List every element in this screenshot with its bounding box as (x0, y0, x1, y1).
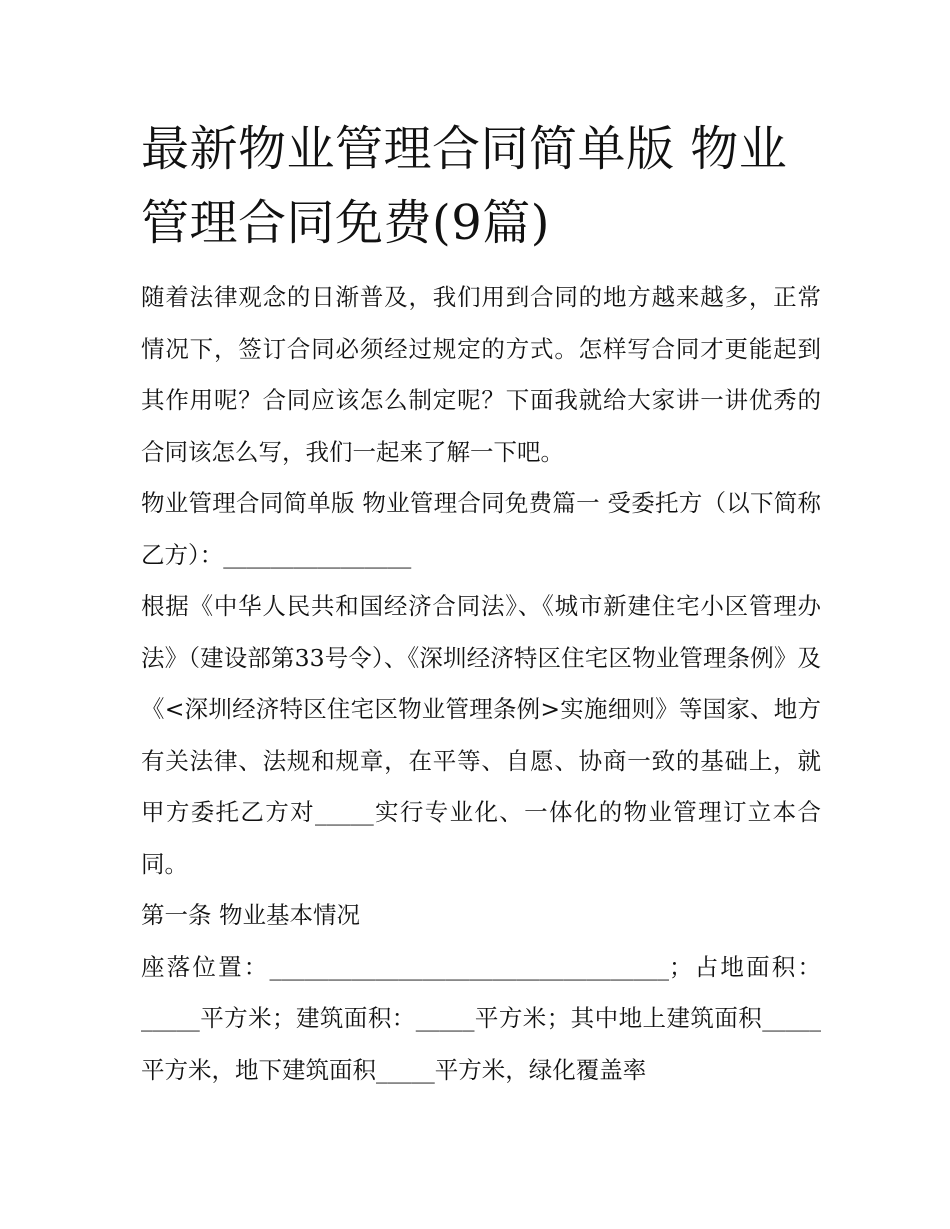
paragraph-location: 座落位置：__________________________________；占地面积：_____平方米；建筑面积：_____平方米；其中地上建筑面积_____平方米，地下建筑面积_____平方米，绿化覆盖率 (141, 952, 821, 1084)
paragraph-intro: 随着法律观念的日渐普及，我们用到合同的地方越来越多，正常情况下，签订合同必须经过规定的方式。怎样写合同才更能起到其作用呢？合同应该怎么制定呢？下面我就给大家讲一讲优秀的合同该怎么写，我们一起来了解一下吧。 (141, 283, 821, 466)
document-page (141, 112, 821, 1096)
paragraph-article-one: 第一条 物业基本情况 (141, 901, 360, 929)
document-title: 最新物业管理合同简单版 物业管理合同免费(9篇) (141, 121, 788, 251)
paragraph-basis: 根据《中华人民共和国经济合同法》、《城市新建住宅小区管理办法》（建设部第33号令）、《深圳经济特区住宅区物业管理条例》及《<深圳经济特区住宅区物业管理条例>实施细则》等国家、地方有关法律、法规和规章，在平等、自愿、协商一致的基础上，就甲方委托乙方对_____实行专业化、一体化的物业管理订立本合同。 (141, 592, 821, 878)
paragraph-party: 物业管理合同简单版 物业管理合同免费篇一 受委托方（以下简称乙方）：________________ (141, 489, 821, 569)
